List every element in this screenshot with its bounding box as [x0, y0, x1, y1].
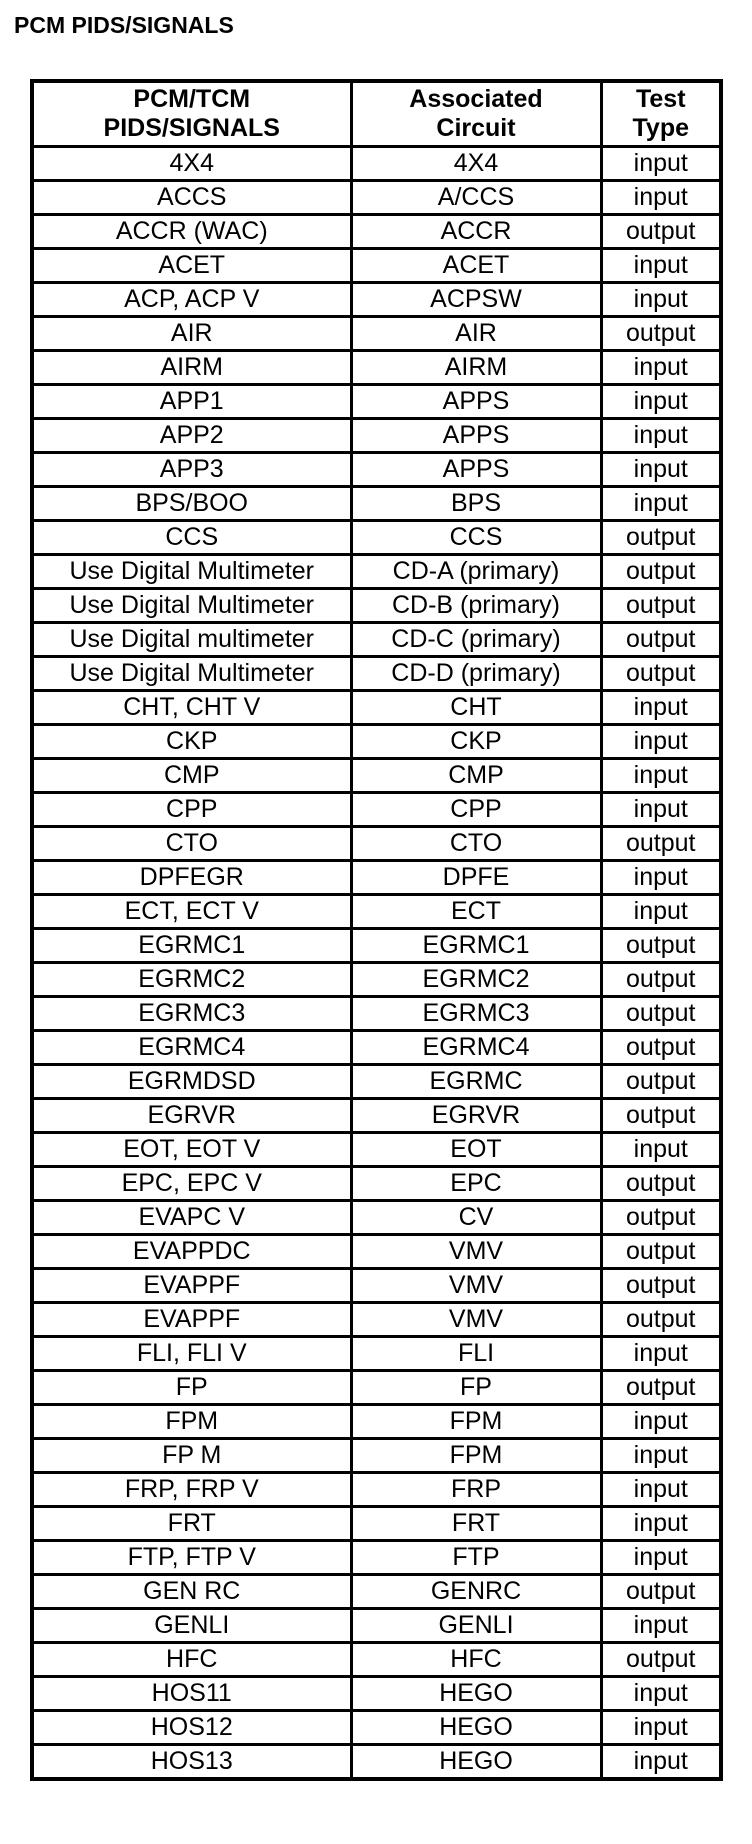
cell-test-type: input: [601, 691, 721, 725]
table-row: [32, 453, 721, 487]
table-row: [32, 283, 721, 317]
table-row: [32, 963, 721, 997]
table-row: [32, 623, 721, 657]
cell-test-type: output: [601, 1575, 721, 1609]
cell-pid-signal: EGRMC3: [32, 997, 351, 1031]
cell-associated-circuit: GENLI: [351, 1609, 601, 1643]
cell-associated-circuit: FTP: [351, 1541, 601, 1575]
table-row: [32, 521, 721, 555]
cell-test-type: input: [601, 725, 721, 759]
cell-pid-signal: CHT, CHT V: [32, 691, 351, 725]
cell-associated-circuit: FRP: [351, 1473, 601, 1507]
cell-pid-signal: CCS: [32, 521, 351, 555]
cell-test-type: input: [601, 283, 721, 317]
cell-pid-signal: HOS12: [32, 1711, 351, 1745]
cell-test-type: output: [601, 623, 721, 657]
cell-test-type: input: [601, 1439, 721, 1473]
cell-associated-circuit: ACCR: [351, 215, 601, 249]
header-test-type-line2: Type: [632, 114, 689, 142]
cell-test-type: output: [601, 929, 721, 963]
cell-test-type: input: [601, 759, 721, 793]
cell-pid-signal: FP: [32, 1371, 351, 1405]
cell-pid-signal: EVAPPF: [32, 1269, 351, 1303]
cell-pid-signal: CPP: [32, 793, 351, 827]
cell-associated-circuit: EGRMC4: [351, 1031, 601, 1065]
cell-associated-circuit: GENRC: [351, 1575, 601, 1609]
table-row: [32, 385, 721, 419]
table-row: [32, 181, 721, 215]
cell-test-type: input: [601, 249, 721, 283]
cell-pid-signal: CKP: [32, 725, 351, 759]
pids-table: [30, 79, 723, 1781]
cell-test-type: output: [601, 1031, 721, 1065]
cell-test-type: output: [601, 521, 721, 555]
header-pids-signals: [32, 81, 351, 147]
table-row: [32, 1371, 721, 1405]
cell-test-type: output: [601, 1303, 721, 1337]
table-row: [32, 759, 721, 793]
cell-test-type: output: [601, 1371, 721, 1405]
cell-test-type: output: [601, 1269, 721, 1303]
cell-pid-signal: Use Digital Multimeter: [32, 657, 351, 691]
cell-associated-circuit: APPS: [351, 385, 601, 419]
table-row: [32, 555, 721, 589]
page-title: PCM PIDS/SIGNALS: [14, 12, 234, 38]
cell-test-type: input: [601, 1677, 721, 1711]
cell-associated-circuit: CKP: [351, 725, 601, 759]
table-body: [32, 147, 721, 1780]
table-row: [32, 1439, 721, 1473]
table-row: [32, 1575, 721, 1609]
cell-associated-circuit: VMV: [351, 1269, 601, 1303]
cell-associated-circuit: EOT: [351, 1133, 601, 1167]
table-row: [32, 1201, 721, 1235]
cell-test-type: input: [601, 1337, 721, 1371]
table-row: [32, 725, 721, 759]
table-row: [32, 1167, 721, 1201]
cell-test-type: output: [601, 1099, 721, 1133]
header-pids-signals-line1: PCM/TCM: [133, 85, 251, 113]
table-row: [32, 1303, 721, 1337]
cell-pid-signal: BPS/BOO: [32, 487, 351, 521]
cell-pid-signal: EVAPPDC: [32, 1235, 351, 1269]
cell-associated-circuit: HEGO: [351, 1745, 601, 1780]
cell-pid-signal: Use Digital multimeter: [32, 623, 351, 657]
cell-pid-signal: EGRVR: [32, 1099, 351, 1133]
table-row: [32, 1133, 721, 1167]
cell-associated-circuit: CMP: [351, 759, 601, 793]
cell-pid-signal: EVAPPF: [32, 1303, 351, 1337]
cell-pid-signal: CMP: [32, 759, 351, 793]
table-row: [32, 691, 721, 725]
cell-associated-circuit: AIR: [351, 317, 601, 351]
cell-associated-circuit: ACPSW: [351, 283, 601, 317]
table-row: [32, 895, 721, 929]
cell-associated-circuit: CTO: [351, 827, 601, 861]
table-row: [32, 249, 721, 283]
cell-pid-signal: FRP, FRP V: [32, 1473, 351, 1507]
cell-test-type: output: [601, 555, 721, 589]
cell-test-type: output: [601, 589, 721, 623]
cell-associated-circuit: HEGO: [351, 1677, 601, 1711]
cell-pid-signal: APP2: [32, 419, 351, 453]
cell-associated-circuit: VMV: [351, 1235, 601, 1269]
table-row: [32, 351, 721, 385]
cell-pid-signal: HOS13: [32, 1745, 351, 1780]
cell-test-type: input: [601, 1609, 721, 1643]
cell-associated-circuit: FP: [351, 1371, 601, 1405]
cell-pid-signal: FPM: [32, 1405, 351, 1439]
table-row: [32, 487, 721, 521]
table-row: [32, 1099, 721, 1133]
cell-test-type: input: [601, 385, 721, 419]
cell-test-type: output: [601, 1643, 721, 1677]
cell-associated-circuit: CD-A (primary): [351, 555, 601, 589]
table-row: [32, 929, 721, 963]
cell-pid-signal: GEN RC: [32, 1575, 351, 1609]
cell-pid-signal: DPFEGR: [32, 861, 351, 895]
cell-test-type: output: [601, 657, 721, 691]
cell-associated-circuit: FLI: [351, 1337, 601, 1371]
cell-pid-signal: AIR: [32, 317, 351, 351]
table-row: [32, 997, 721, 1031]
cell-pid-signal: CTO: [32, 827, 351, 861]
table-row: [32, 1473, 721, 1507]
table-row: [32, 1405, 721, 1439]
header-pids-signals-line2: PIDS/SIGNALS: [103, 114, 280, 142]
table-row: [32, 861, 721, 895]
cell-associated-circuit: ECT: [351, 895, 601, 929]
cell-associated-circuit: A/CCS: [351, 181, 601, 215]
table-header-row: [32, 81, 721, 147]
cell-test-type: output: [601, 1167, 721, 1201]
cell-test-type: input: [601, 1541, 721, 1575]
cell-pid-signal: 4X4: [32, 147, 351, 181]
table-row: [32, 793, 721, 827]
cell-associated-circuit: AIRM: [351, 351, 601, 385]
cell-test-type: input: [601, 1507, 721, 1541]
cell-associated-circuit: CD-B (primary): [351, 589, 601, 623]
cell-pid-signal: EGRMC2: [32, 963, 351, 997]
cell-pid-signal: EVAPC V: [32, 1201, 351, 1235]
table-row: [32, 827, 721, 861]
cell-pid-signal: HOS11: [32, 1677, 351, 1711]
cell-test-type: input: [601, 147, 721, 181]
cell-associated-circuit: CD-D (primary): [351, 657, 601, 691]
header-associated-circuit: [351, 81, 601, 147]
table-row: [32, 1541, 721, 1575]
table-row: [32, 147, 721, 181]
table-row: [32, 1337, 721, 1371]
table-row: [32, 657, 721, 691]
cell-associated-circuit: EGRMC3: [351, 997, 601, 1031]
cell-associated-circuit: EGRVR: [351, 1099, 601, 1133]
cell-associated-circuit: ACET: [351, 249, 601, 283]
cell-test-type: output: [601, 1065, 721, 1099]
cell-pid-signal: EGRMC4: [32, 1031, 351, 1065]
cell-pid-signal: ACCS: [32, 181, 351, 215]
cell-associated-circuit: 4X4: [351, 147, 601, 181]
cell-test-type: output: [601, 963, 721, 997]
cell-associated-circuit: CD-C (primary): [351, 623, 601, 657]
table-row: [32, 1677, 721, 1711]
header-test-type-line1: Test: [635, 85, 686, 113]
cell-test-type: input: [601, 861, 721, 895]
cell-associated-circuit: FPM: [351, 1405, 601, 1439]
table-row: [32, 215, 721, 249]
cell-pid-signal: EGRMC1: [32, 929, 351, 963]
cell-test-type: input: [601, 793, 721, 827]
cell-associated-circuit: BPS: [351, 487, 601, 521]
cell-test-type: input: [601, 453, 721, 487]
table-row: [32, 1269, 721, 1303]
cell-pid-signal: GENLI: [32, 1609, 351, 1643]
cell-associated-circuit: EPC: [351, 1167, 601, 1201]
cell-pid-signal: EOT, EOT V: [32, 1133, 351, 1167]
cell-associated-circuit: CPP: [351, 793, 601, 827]
cell-pid-signal: AIRM: [32, 351, 351, 385]
cell-test-type: input: [601, 487, 721, 521]
cell-associated-circuit: VMV: [351, 1303, 601, 1337]
table-row: [32, 1507, 721, 1541]
cell-pid-signal: ECT, ECT V: [32, 895, 351, 929]
cell-test-type: input: [601, 895, 721, 929]
cell-test-type: input: [601, 1473, 721, 1507]
table-row: [32, 419, 721, 453]
cell-test-type: input: [601, 1711, 721, 1745]
cell-associated-circuit: APPS: [351, 419, 601, 453]
table-row: [32, 1711, 721, 1745]
cell-associated-circuit: DPFE: [351, 861, 601, 895]
cell-test-type: input: [601, 1405, 721, 1439]
cell-pid-signal: APP3: [32, 453, 351, 487]
cell-pid-signal: Use Digital Multimeter: [32, 589, 351, 623]
cell-pid-signal: FRT: [32, 1507, 351, 1541]
cell-associated-circuit: CHT: [351, 691, 601, 725]
cell-pid-signal: ACCR (WAC): [32, 215, 351, 249]
cell-pid-signal: FP M: [32, 1439, 351, 1473]
cell-associated-circuit: APPS: [351, 453, 601, 487]
cell-associated-circuit: HEGO: [351, 1711, 601, 1745]
cell-pid-signal: Use Digital Multimeter: [32, 555, 351, 589]
cell-test-type: input: [601, 181, 721, 215]
cell-test-type: output: [601, 317, 721, 351]
cell-test-type: input: [601, 351, 721, 385]
header-test-type: [601, 81, 721, 147]
cell-associated-circuit: EGRMC1: [351, 929, 601, 963]
table-row: [32, 1643, 721, 1677]
cell-test-type: output: [601, 1201, 721, 1235]
cell-associated-circuit: FRT: [351, 1507, 601, 1541]
pids-table-container: [30, 79, 719, 1781]
header-associated-circuit-line2: Circuit: [436, 114, 516, 142]
table-row: [32, 1745, 721, 1780]
table-row: [32, 1235, 721, 1269]
header-associated-circuit-line1: Associated: [409, 85, 543, 113]
cell-test-type: input: [601, 1133, 721, 1167]
cell-pid-signal: FLI, FLI V: [32, 1337, 351, 1371]
cell-associated-circuit: FPM: [351, 1439, 601, 1473]
cell-pid-signal: FTP, FTP V: [32, 1541, 351, 1575]
cell-test-type: input: [601, 419, 721, 453]
cell-test-type: input: [601, 1745, 721, 1780]
cell-associated-circuit: EGRMC: [351, 1065, 601, 1099]
cell-pid-signal: ACP, ACP V: [32, 283, 351, 317]
table-row: [32, 1031, 721, 1065]
cell-test-type: output: [601, 215, 721, 249]
cell-pid-signal: ACET: [32, 249, 351, 283]
table-row: [32, 1065, 721, 1099]
cell-test-type: output: [601, 1235, 721, 1269]
cell-pid-signal: EGRMDSD: [32, 1065, 351, 1099]
table-row: [32, 317, 721, 351]
table-row: [32, 589, 721, 623]
cell-test-type: output: [601, 827, 721, 861]
cell-pid-signal: APP1: [32, 385, 351, 419]
cell-associated-circuit: EGRMC2: [351, 963, 601, 997]
cell-associated-circuit: HFC: [351, 1643, 601, 1677]
cell-test-type: output: [601, 997, 721, 1031]
cell-pid-signal: HFC: [32, 1643, 351, 1677]
table-row: [32, 1609, 721, 1643]
cell-associated-circuit: CCS: [351, 521, 601, 555]
cell-associated-circuit: CV: [351, 1201, 601, 1235]
cell-pid-signal: EPC, EPC V: [32, 1167, 351, 1201]
